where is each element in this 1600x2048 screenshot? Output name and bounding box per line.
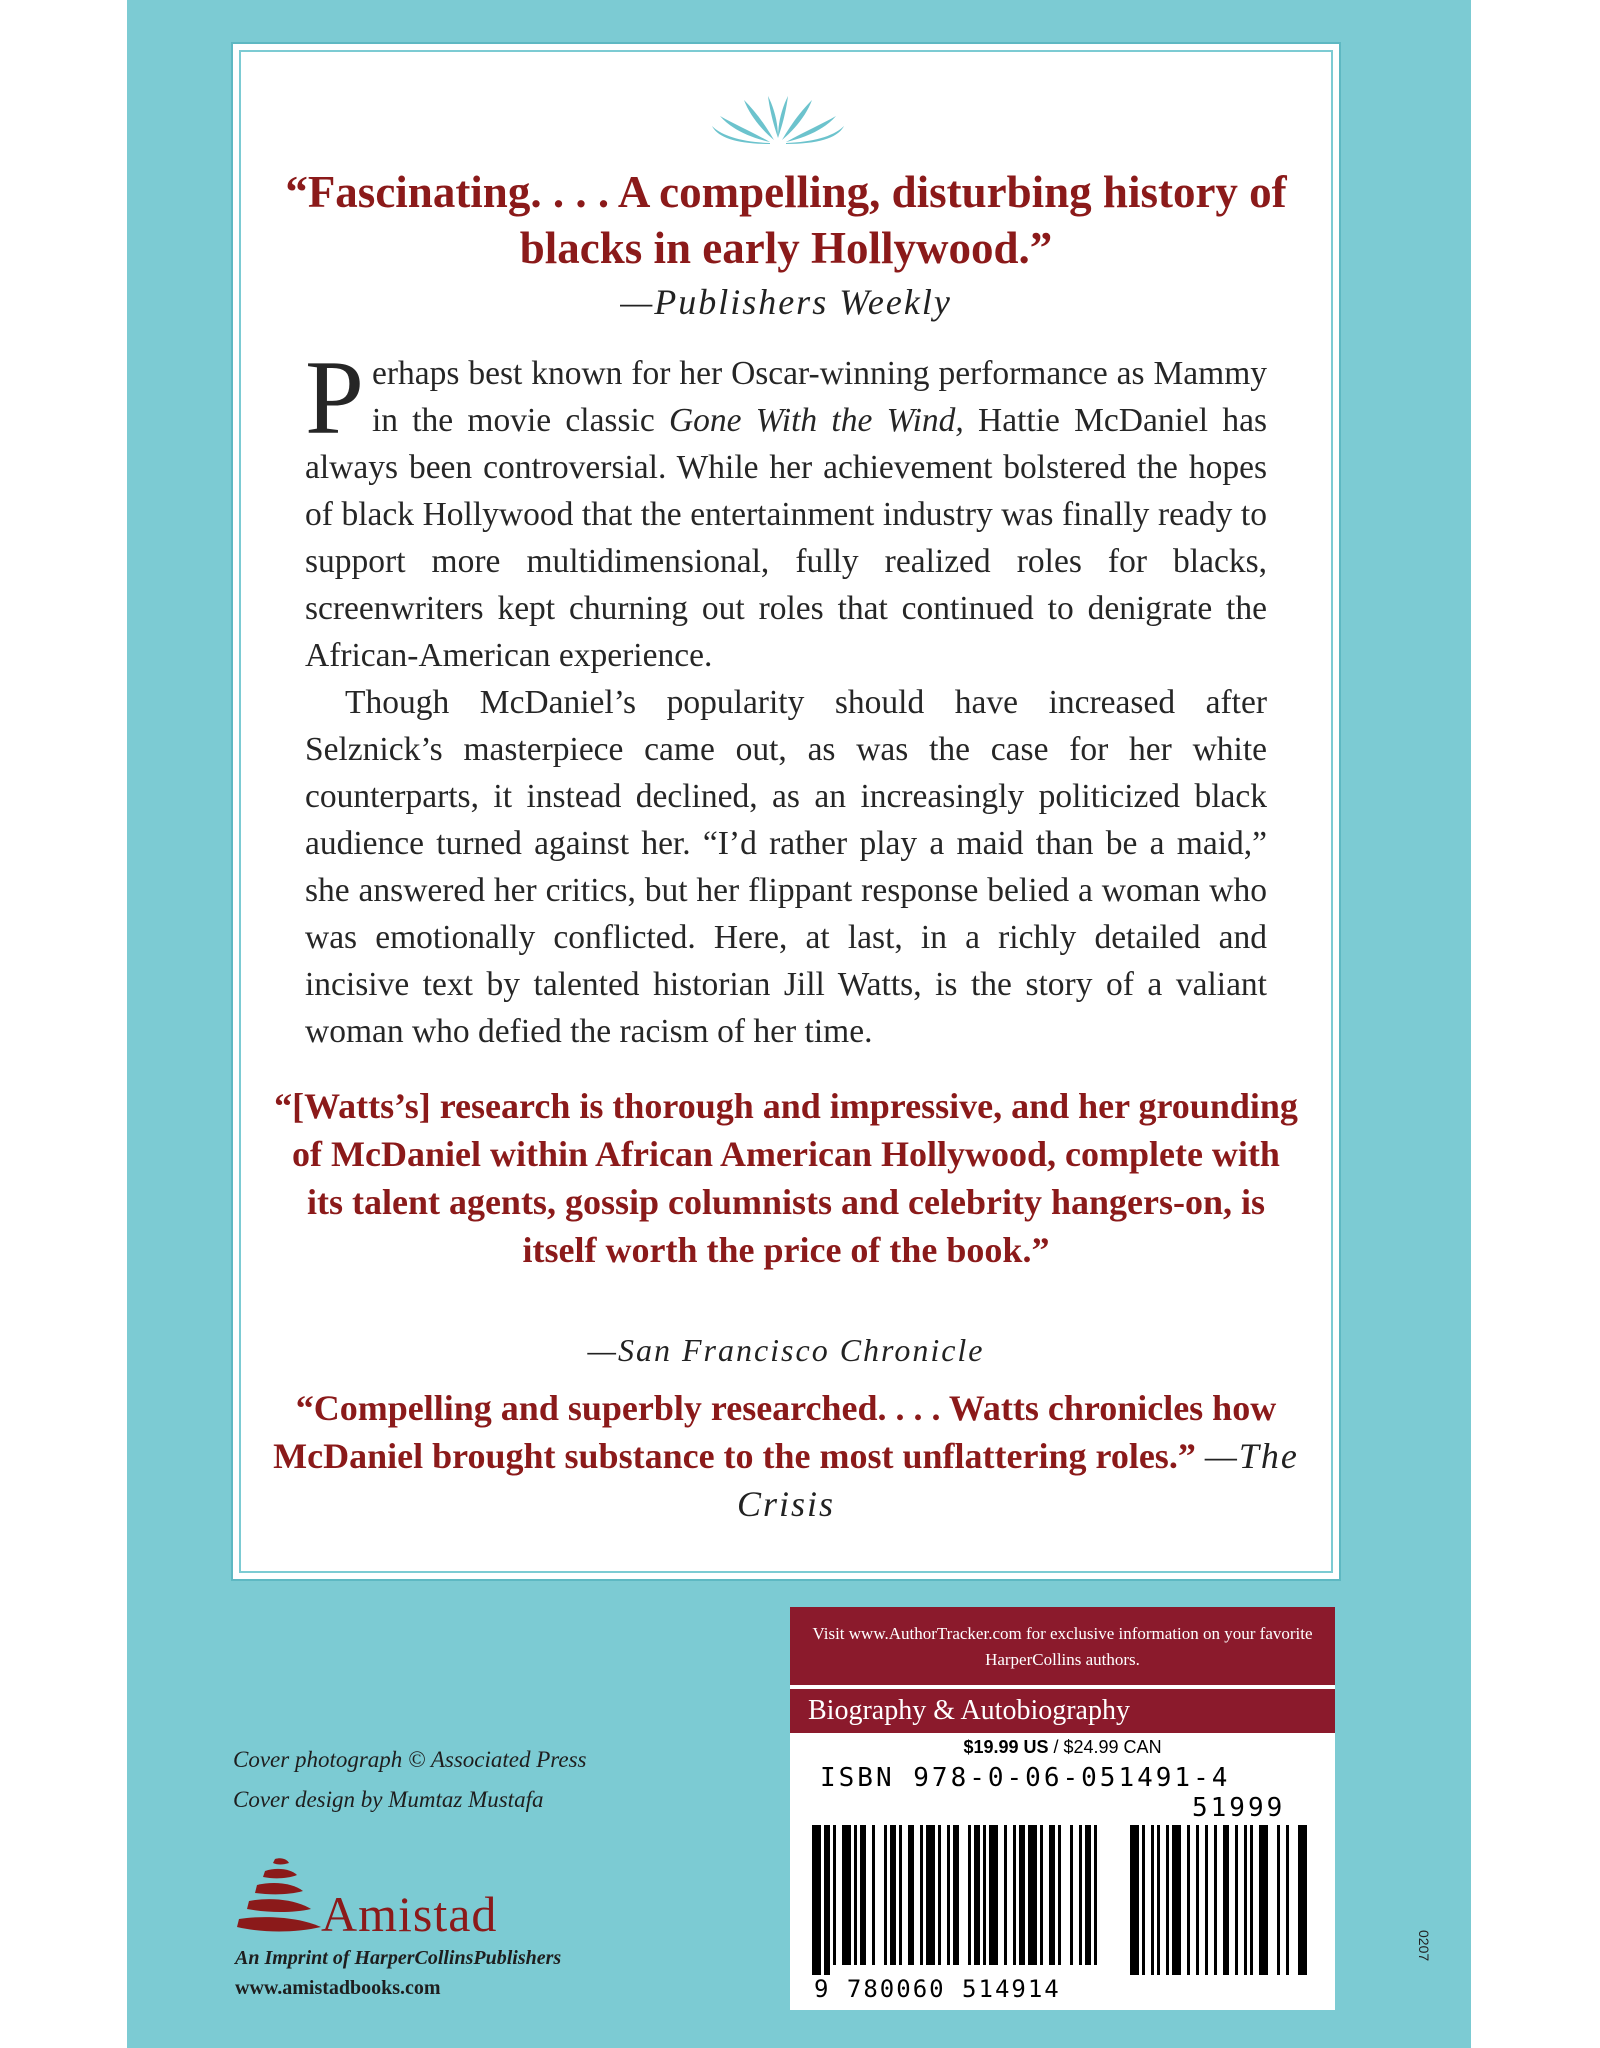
publisher-logo <box>233 1855 633 2005</box>
description-text: erhaps best known for her Oscar-winning performance as Mammy in the movie classic <box>371 355 1267 439</box>
description-paragraph-2: Though McDaniel’s popularity should have increased after Selznick’s masterpiece came out, as was the case for her white counterparts, it instead declined, as an increasingly politicized black audience turned against her. “I’d rather play a maid than be a maid,” she answered her critics, but her flippant response belied a woman who was emotionally conflicted. Here, at last, in a richly detailed and incisive text by talented historian Jill Watts, is the story of a valiant woman who defied the racism of her time. <box>305 684 1267 1050</box>
review-quote-sf-chronicle: “[Watts’s] research is thorough and impressive, and her grounding of McDaniel within African American Hollywood, complete with its talent agents, gossip columnists and celebrity hangers-on, is itself worth the price of the book.” <box>274 1086 1298 1270</box>
isbn-label: ISBN 978-0-06-051491-4 <box>820 1763 1231 1793</box>
review-attribution-publishers-weekly: —Publishers Weekly <box>620 282 952 322</box>
category-banner: Biography & Autobiography <box>790 1689 1335 1733</box>
publisher-url: www.amistadbooks.com <box>235 1977 441 1999</box>
blurb-panel <box>233 44 1339 1579</box>
book-description <box>305 339 1267 1055</box>
price-line <box>790 1737 1335 1758</box>
film-title: Gone With the Wind, <box>668 402 964 439</box>
review-quote-the-crisis <box>273 1384 1299 1528</box>
review-attribution-the-crisis: —The Crisis <box>736 1436 1299 1524</box>
description-paragraph-1 <box>305 339 1267 679</box>
review-quote-text: “Compelling and superbly researched. . . . Watts chronicles how McDaniel brought substance to the most unflattering roles.” <box>273 1388 1277 1476</box>
print-code: 0207 <box>1416 1930 1432 1962</box>
photo-credit: Cover photograph © Associated Press <box>233 1747 587 1772</box>
publisher-name: Amistad <box>321 1886 498 1942</box>
review-quote-publishers-weekly: “Fascinating. . . . A compelling, disturbing history of blacks in early Hollywood.” <box>285 167 1287 273</box>
price-us: $19.99 US <box>963 1737 1049 1757</box>
review-attribution-sf-chronicle: —San Francisco Chronicle <box>587 1332 985 1368</box>
amistad-ship-icon <box>235 1855 325 1941</box>
barcode-panel <box>790 1607 1335 2010</box>
drop-cap: P <box>305 339 364 456</box>
cover-credits <box>233 1740 587 1820</box>
ornament-icon <box>708 86 848 144</box>
design-credit: Cover design by Mumtaz Mustafa <box>233 1787 544 1812</box>
ean-digits: 9 780060 514914 <box>814 1975 1061 2003</box>
price-addon-code: 51999 <box>1192 1793 1286 1823</box>
publisher-imprint: An Imprint of HarperCollinsPublishers <box>235 1947 562 1969</box>
description-text: Hattie McDaniel has always been controversial. While her achievement bolstered the hopes of black Hollywood that the entertainment industry was finally ready to support more multidimensional, fully realized roles for blacks, screenwriters kept churning out roles that continued to denigrate the African-American experience. <box>305 402 1267 674</box>
barcode-icon <box>812 1825 1312 1975</box>
price-can: / $24.99 CAN <box>1048 1737 1162 1757</box>
author-tracker-banner: Visit www.AuthorTracker.com for exclusive information on your favorite HarperCollins authors. <box>790 1607 1335 1685</box>
